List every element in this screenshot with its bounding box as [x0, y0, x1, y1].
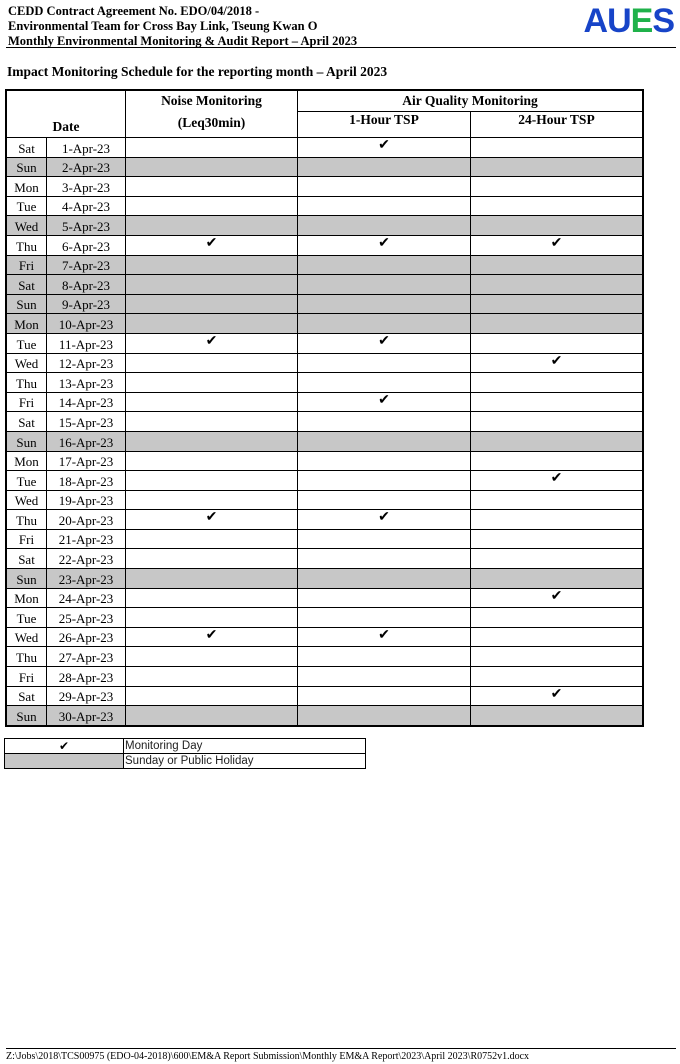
tsp1-cell	[298, 588, 471, 608]
table-row	[6, 431, 643, 451]
tsp24-cell	[471, 275, 644, 295]
tsp24-cell: ✔	[471, 353, 644, 373]
day-cell: Mon	[6, 314, 47, 334]
tsp1-cell	[298, 275, 471, 295]
table-row	[6, 647, 643, 667]
date-cell: 2-Apr-23	[47, 157, 126, 177]
legend-holiday-label: Sunday or Public Holiday	[124, 754, 366, 769]
tsp1-cell: ✔	[298, 138, 471, 158]
noise-subheader-label: (Leq30min)	[177, 115, 246, 130]
day-cell: Fri	[6, 392, 47, 412]
tsp24-cell	[471, 216, 644, 236]
tsp1-cell	[298, 471, 471, 491]
date-cell: 12-Apr-23	[47, 353, 126, 373]
tsp24-cell	[471, 392, 644, 412]
table-row	[6, 588, 643, 608]
tsp1-cell	[298, 255, 471, 275]
date-cell: 13-Apr-23	[47, 373, 126, 393]
table-row	[6, 196, 643, 216]
table-row	[6, 177, 643, 197]
tsp24-header: 24-Hour TSP	[471, 111, 644, 137]
tsp24-cell	[471, 255, 644, 275]
report-header	[8, 4, 357, 49]
day-cell: Thu	[6, 510, 47, 530]
day-cell: Sat	[6, 686, 47, 706]
header-line-report: Monthly Environmental Monitoring & Audit Report – April 2023	[8, 34, 358, 48]
noise-cell	[126, 667, 298, 687]
day-cell: Wed	[6, 353, 47, 373]
noise-cell	[126, 157, 298, 177]
noise-cell	[126, 529, 298, 549]
day-cell: Sun	[6, 157, 47, 177]
noise-cell	[126, 294, 298, 314]
tsp1-cell	[298, 294, 471, 314]
tsp24-cell	[471, 138, 644, 158]
tsp1-cell: ✔	[298, 235, 471, 255]
noise-cell	[126, 216, 298, 236]
date-cell: 23-Apr-23	[47, 569, 126, 589]
tsp1-cell	[298, 490, 471, 510]
noise-cell	[126, 549, 298, 569]
tsp1-cell	[298, 549, 471, 569]
tsp1-cell: ✔	[298, 333, 471, 353]
noise-cell	[126, 490, 298, 510]
tsp24-cell	[471, 490, 644, 510]
day-cell: Sun	[6, 431, 47, 451]
tsp1-header: 1-Hour TSP	[298, 111, 471, 137]
tsp1-cell: ✔	[298, 510, 471, 530]
tsp24-cell	[471, 333, 644, 353]
table-row	[6, 686, 643, 706]
noise-cell	[126, 392, 298, 412]
day-cell: Sat	[6, 549, 47, 569]
date-header: Date	[6, 90, 126, 138]
monitoring-schedule-table	[5, 89, 644, 727]
table-row	[6, 529, 643, 549]
tsp24-cell	[471, 706, 644, 726]
date-cell: 6-Apr-23	[47, 235, 126, 255]
tsp1-cell	[298, 314, 471, 334]
date-cell: 14-Apr-23	[47, 392, 126, 412]
noise-cell	[126, 196, 298, 216]
date-cell: 21-Apr-23	[47, 529, 126, 549]
noise-header-label: Noise Monitoring	[161, 93, 262, 108]
day-cell: Wed	[6, 490, 47, 510]
legend-holiday-swatch	[5, 754, 124, 769]
tsp24-cell	[471, 647, 644, 667]
tsp1-cell	[298, 431, 471, 451]
tsp1-cell	[298, 667, 471, 687]
table-row	[6, 353, 643, 373]
tsp24-cell	[471, 451, 644, 471]
tsp24-cell	[471, 510, 644, 530]
noise-cell	[126, 608, 298, 628]
noise-cell	[126, 588, 298, 608]
table-row	[6, 138, 643, 158]
legend	[4, 738, 366, 769]
tsp1-cell	[298, 647, 471, 667]
tsp24-cell	[471, 569, 644, 589]
table-row	[6, 157, 643, 177]
file-path-footer: Z:\Jobs\2018\TCS00975 (EDO-04-2018)\600\EM&A Report Submission\Monthly EM&A Report\2023\April 2023\R0752v1.docx	[6, 1051, 530, 1062]
tsp1-cell	[298, 373, 471, 393]
tsp24-cell	[471, 314, 644, 334]
header-line-contract: CEDD Contract Agreement No. EDO/04/2018 -	[8, 4, 260, 18]
tsp24-cell: ✔	[471, 588, 644, 608]
tsp1-cell	[298, 686, 471, 706]
header-divider	[6, 47, 676, 48]
table-row	[6, 294, 643, 314]
noise-cell	[126, 471, 298, 491]
date-cell: 19-Apr-23	[47, 490, 126, 510]
date-cell: 29-Apr-23	[47, 686, 126, 706]
legend-check-symbol: ✔	[5, 739, 124, 754]
tsp1-cell	[298, 196, 471, 216]
table-row	[6, 216, 643, 236]
tsp1-cell	[298, 529, 471, 549]
header-line-team: Environmental Team for Cross Bay Link, Tseung Kwan O	[8, 19, 318, 33]
date-cell: 7-Apr-23	[47, 255, 126, 275]
noise-cell	[126, 353, 298, 373]
day-cell: Mon	[6, 451, 47, 471]
tsp24-cell	[471, 412, 644, 432]
tsp1-cell	[298, 157, 471, 177]
noise-cell	[126, 686, 298, 706]
day-cell: Thu	[6, 373, 47, 393]
table-row	[6, 608, 643, 628]
tsp24-cell	[471, 608, 644, 628]
noise-cell: ✔	[126, 627, 298, 647]
table-row	[6, 392, 643, 412]
day-cell: Mon	[6, 588, 47, 608]
table-row	[6, 412, 643, 432]
tsp24-cell: ✔	[471, 686, 644, 706]
noise-cell	[126, 138, 298, 158]
table-row	[6, 627, 643, 647]
date-cell: 3-Apr-23	[47, 177, 126, 197]
day-cell: Tue	[6, 196, 47, 216]
tsp1-cell	[298, 451, 471, 471]
noise-cell: ✔	[126, 333, 298, 353]
tsp1-cell	[298, 569, 471, 589]
date-cell: 28-Apr-23	[47, 667, 126, 687]
table-row	[6, 333, 643, 353]
table-row	[6, 451, 643, 471]
date-cell: 11-Apr-23	[47, 333, 126, 353]
date-cell: 18-Apr-23	[47, 471, 126, 491]
table-row	[6, 373, 643, 393]
day-cell: Wed	[6, 627, 47, 647]
tsp24-cell	[471, 294, 644, 314]
day-cell: Tue	[6, 471, 47, 491]
day-cell: Tue	[6, 608, 47, 628]
day-cell: Sat	[6, 138, 47, 158]
schedule-title: Impact Monitoring Schedule for the reporting month – April 2023	[7, 64, 388, 79]
noise-cell	[126, 412, 298, 432]
table-row	[6, 706, 643, 726]
day-cell: Sun	[6, 294, 47, 314]
table-row	[6, 490, 643, 510]
legend-monitoring-day: Monitoring Day	[124, 739, 366, 754]
day-cell: Sat	[6, 275, 47, 295]
tsp1-cell	[298, 706, 471, 726]
noise-cell	[126, 569, 298, 589]
tsp24-cell	[471, 373, 644, 393]
tsp1-cell	[298, 353, 471, 373]
tsp24-cell: ✔	[471, 235, 644, 255]
noise-cell	[126, 706, 298, 726]
table-row	[6, 275, 643, 295]
day-cell: Fri	[6, 255, 47, 275]
tsp1-cell: ✔	[298, 392, 471, 412]
tsp24-cell: ✔	[471, 471, 644, 491]
day-cell: Sun	[6, 569, 47, 589]
noise-cell: ✔	[126, 235, 298, 255]
day-cell: Fri	[6, 667, 47, 687]
tsp24-cell	[471, 627, 644, 647]
date-cell: 26-Apr-23	[47, 627, 126, 647]
date-cell: 24-Apr-23	[47, 588, 126, 608]
noise-cell	[126, 314, 298, 334]
tsp24-cell	[471, 157, 644, 177]
noise-cell	[126, 255, 298, 275]
noise-cell	[126, 373, 298, 393]
tsp24-cell	[471, 549, 644, 569]
noise-cell	[126, 451, 298, 471]
table-row	[6, 569, 643, 589]
date-cell: 16-Apr-23	[47, 431, 126, 451]
date-cell: 5-Apr-23	[47, 216, 126, 236]
aues-logo: AUES	[583, 2, 674, 40]
tsp1-cell	[298, 216, 471, 236]
footer-divider	[6, 1048, 676, 1049]
noise-cell	[126, 647, 298, 667]
table-row	[6, 549, 643, 569]
noise-cell	[126, 431, 298, 451]
table-row	[6, 255, 643, 275]
table-row	[6, 235, 643, 255]
date-cell: 9-Apr-23	[47, 294, 126, 314]
tsp1-cell	[298, 177, 471, 197]
date-cell: 8-Apr-23	[47, 275, 126, 295]
tsp24-cell	[471, 177, 644, 197]
noise-cell	[126, 275, 298, 295]
tsp24-cell	[471, 196, 644, 216]
tsp24-cell	[471, 431, 644, 451]
day-cell: Thu	[6, 235, 47, 255]
date-cell: 20-Apr-23	[47, 510, 126, 530]
air-quality-header: Air Quality Monitoring	[298, 90, 644, 111]
day-cell: Tue	[6, 333, 47, 353]
date-cell: 17-Apr-23	[47, 451, 126, 471]
table-row	[6, 314, 643, 334]
tsp1-cell	[298, 608, 471, 628]
date-cell: 10-Apr-23	[47, 314, 126, 334]
table-row	[6, 471, 643, 491]
noise-cell	[126, 177, 298, 197]
day-cell: Sat	[6, 412, 47, 432]
day-cell: Wed	[6, 216, 47, 236]
date-cell: 25-Apr-23	[47, 608, 126, 628]
noise-cell: ✔	[126, 510, 298, 530]
date-cell: 1-Apr-23	[47, 138, 126, 158]
date-cell: 27-Apr-23	[47, 647, 126, 667]
table-row	[6, 667, 643, 687]
tsp24-cell	[471, 529, 644, 549]
date-cell: 4-Apr-23	[47, 196, 126, 216]
date-cell: 22-Apr-23	[47, 549, 126, 569]
day-cell: Mon	[6, 177, 47, 197]
table-row	[6, 510, 643, 530]
noise-header	[126, 90, 298, 138]
tsp24-cell	[471, 667, 644, 687]
date-cell: 30-Apr-23	[47, 706, 126, 726]
day-cell: Fri	[6, 529, 47, 549]
tsp1-cell: ✔	[298, 627, 471, 647]
date-cell: 15-Apr-23	[47, 412, 126, 432]
schedule-rows	[6, 138, 643, 726]
day-cell: Thu	[6, 647, 47, 667]
day-cell: Sun	[6, 706, 47, 726]
tsp1-cell	[298, 412, 471, 432]
